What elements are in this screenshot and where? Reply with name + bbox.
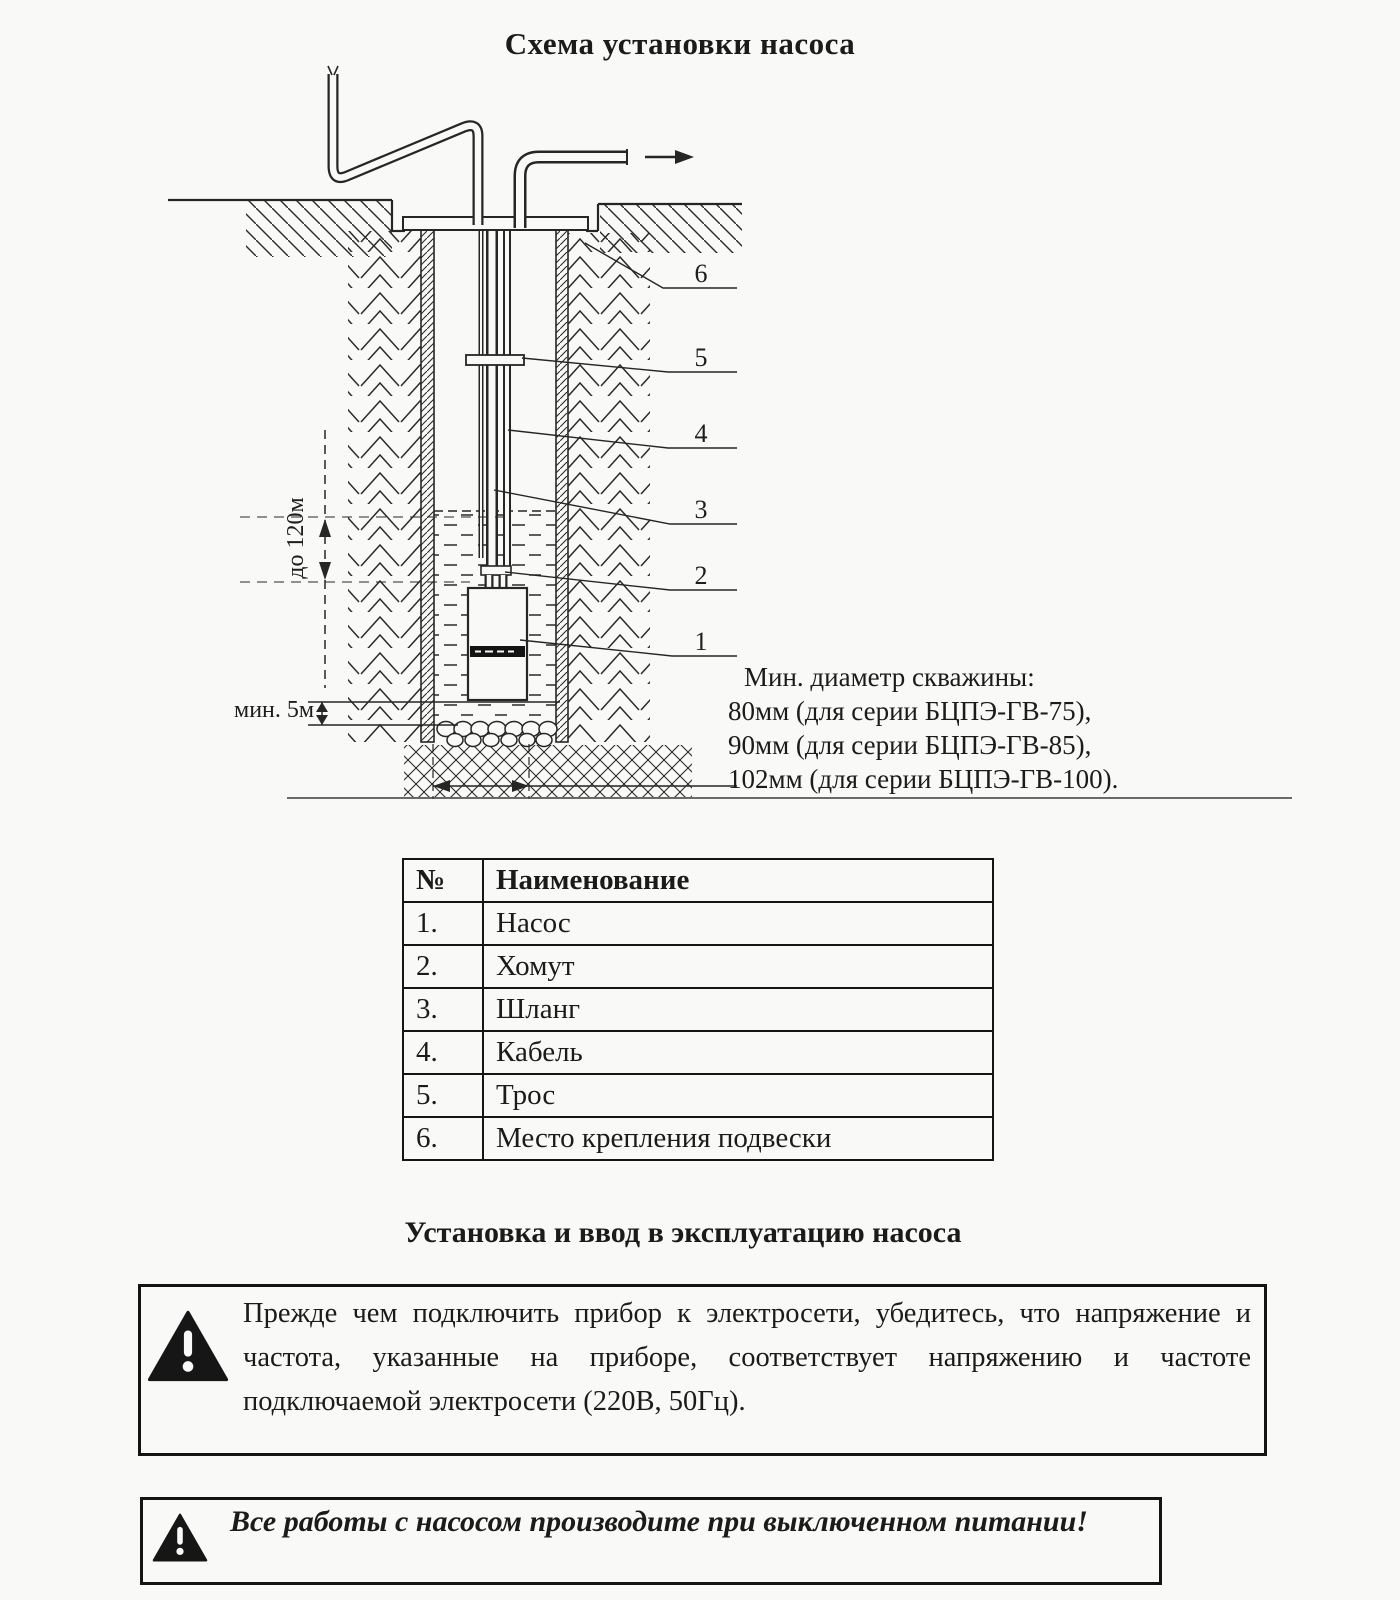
hose-clamp-bar: [466, 355, 524, 365]
min-depth-label: мин. 5м: [234, 697, 315, 723]
table-row: [403, 1031, 993, 1074]
callout-number: 2: [694, 561, 708, 590]
warning-text: Все работы с насосом производите при выключенном питании!: [230, 1505, 1088, 1538]
warning-text: Прежде чем подключить прибор к электросети, убедитесь, что напряжение и частота, указанные на приборе, соответствует напряжению и частоте подключаемой электросети (220В, 50Гц).: [243, 1298, 1251, 1417]
section-heading: Установка и ввод в эксплуатацию насоса: [404, 1216, 962, 1249]
callout-number: 5: [694, 343, 708, 372]
min-diameter-note: [728, 660, 1303, 796]
part-name: Место крепления подвески: [483, 1117, 993, 1160]
part-name: Шланг: [483, 988, 993, 1031]
min-diameter-line: 102мм (для серии БЦПЭ-ГВ-100).: [728, 764, 1119, 794]
warning-icon: [152, 1513, 208, 1562]
pump-coupling: [481, 566, 511, 575]
table-row: [403, 945, 993, 988]
warning-icon: [147, 1310, 229, 1382]
min-diameter-line: 90мм (для серии БЦПЭ-ГВ-85),: [728, 730, 1092, 760]
table-row: [403, 1074, 993, 1117]
page-title: Схема установки насоса: [504, 26, 856, 61]
table-header-row: [403, 859, 993, 902]
part-name: Хомут: [483, 945, 993, 988]
part-number: 4.: [403, 1031, 483, 1074]
parts-table: [402, 858, 994, 1161]
col-header-name: Наименование: [483, 859, 993, 902]
col-header-number: №: [403, 859, 483, 902]
part-number: 2.: [403, 945, 483, 988]
wellhead-plate: [403, 217, 588, 230]
part-number: 6.: [403, 1117, 483, 1160]
table-row: [403, 988, 993, 1031]
part-name: Насос: [483, 902, 993, 945]
part-number: 1.: [403, 902, 483, 945]
part-name: Кабель: [483, 1031, 993, 1074]
min-diameter-heading: Мин. диаметр скважины:: [744, 662, 1035, 692]
table-row: [403, 902, 993, 945]
part-number: 5.: [403, 1074, 483, 1117]
callout-number: 4: [694, 419, 708, 448]
part-name: Трос: [483, 1074, 993, 1117]
table-row: [403, 1117, 993, 1160]
depth-dimension-label: до 120м: [283, 497, 309, 579]
callout-number: 3: [694, 495, 708, 524]
min-diameter-line: 80мм (для серии БЦПЭ-ГВ-75),: [728, 696, 1092, 726]
flow-arrow-icon: [645, 150, 694, 164]
callout-number: 1: [694, 627, 708, 656]
part-number: 3.: [403, 988, 483, 1031]
callout-number: 6: [694, 259, 708, 288]
pump-body: [468, 588, 527, 700]
